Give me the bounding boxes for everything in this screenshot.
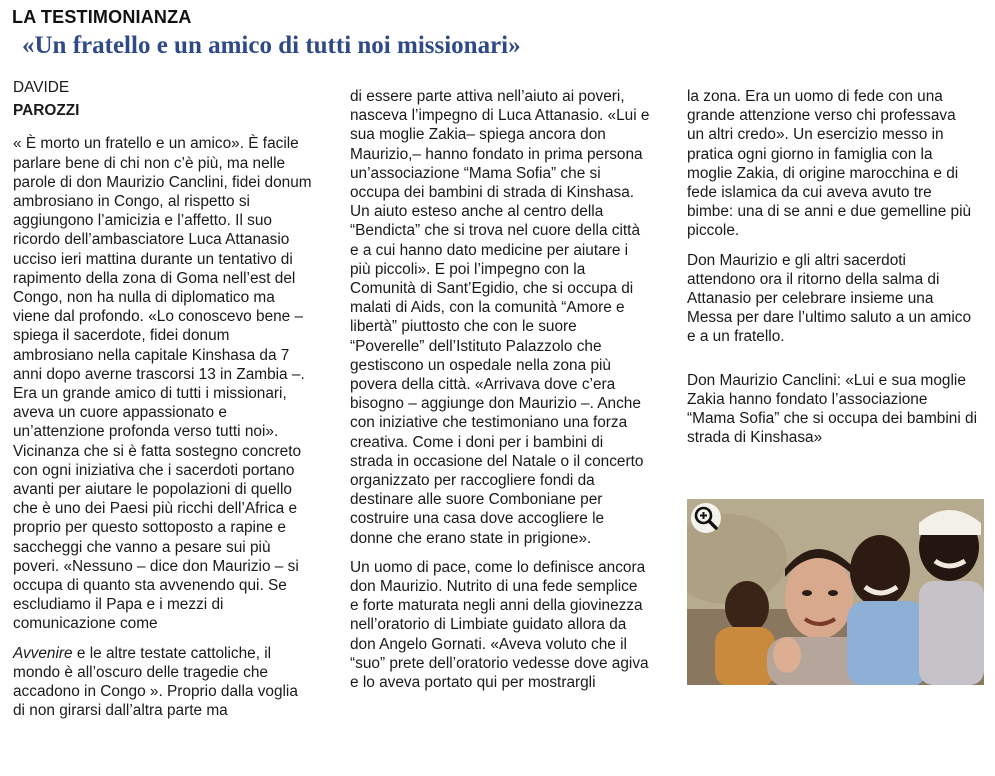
article-column-1 — [13, 78, 313, 731]
article-headline: «Un fratello e un amico di tutti noi missionari» — [22, 32, 521, 59]
author-last-name: PAROZZI — [13, 102, 80, 120]
col2-paragraph-1: di essere parte attiva nell’aiuto ai poveri, nasceva l’impegno di Luca Attanasio. «Lui e sua moglie Zakia– spiega ancora don Maurizio,– hanno fondato in prima persona un’associazione “Mama Sofia” che si occupa dei bambini di strada di Kinshasa. Un aiuto esteso anche al centro della “Bendicta” che si trova nel cuore della città e a cui hanno dato medicine per aiutare i più piccoli». E poi l’impegno con la Comunità di Sant’Egidio, che si occupa di malati di Aids, con la comunità “Amore e libertà” piuttosto che con le suore “Poverelle” dell’Istituto Palazzolo che gestiscono un ospedale nella zona più povera della città. «Arrivava dove c’era bisogno – aggiunge don Maurizio –. Anche con iniziative che testimoniano una forza creativa. Come i doni per i bambini di strada in occasione del Natale o il concerto organizzato per raccogliere fondi da destinare alle suore Comboniane per costruire una casa dove accogliere le donne che erano state in prigione». — [350, 88, 650, 547]
col3-paragraph-1: la zona. Era un uomo di fede con una grande attenzione verso chi professava un altri credo». Un esercizio messo in pratica ogni giorno in famiglia con la moglie Zakia, di origine marocchina e di fede islamica da cui aveva avuto tre bimbe: una di se anni e due gemelline più piccole. — [687, 88, 972, 240]
col1-paragraph-2 — [13, 644, 313, 721]
publication-name: Avvenire — [13, 644, 73, 662]
col1-paragraph-1: « È morto un fratello e un amico». È facile parlare bene di chi non c’è più, ma nelle parole di don Maurizio Canclini, fidei donum ambrosiano in Congo, al rispetto si aggiungono l’amicizia e l’affetto. Il suo ricordo dell’ambasciatore Luca Attanasio ucciso ieri mattina durante un tentativo di rapimento della zona di Goma nell’est del Congo, non ha nulla di diplomatico ma viene dal profondo. «Lo conoscevo bene – spiega il sacerdote, fidei donum ambrosiano nella capitale Kinshasa da 7 anni dopo averne trascorsi 13 in Zambia –. Era un grande amico di tutti i missionari, aveva un cuore appassionato e un’attenzione profonda verso tutti noi». Vicinanza che si è fatta sostegno concreto con ogni iniziativa che i sacerdoti portano avanti per aiutare le popolazioni di quello che è uno dei Paesi più ricchi dell’Africa e proprio per questo sottoposto a rapine e saccheggi che vanno a pesare sui più poveri. «Nessuno – dice don Maurizio – si occupa di quanto sta avvenendo qui. Se escludiamo il Papa e i mezzi di comunicazione come — [13, 135, 312, 633]
article-column-3 — [687, 87, 977, 457]
author-first-name: DAVIDE — [13, 79, 70, 96]
photo-caption: Don Maurizio Canclini: «Lui e sua moglie Zakia hanno fondato l’associazione “Mama Sofia” che si occupa dei bambini di strada di Kinshasa» — [687, 371, 977, 447]
col1-paragraph-2-text: e le altre testate cattoliche, il mondo è all’oscuro delle tragedie che accadono in Congo ». Proprio dalla voglia di non girarsi dall’altra parte ma — [13, 644, 298, 720]
zoom-in-icon[interactable] — [690, 502, 722, 534]
article-column-2 — [350, 87, 650, 702]
section-kicker: LA TESTIMONIANZA — [12, 7, 192, 27]
col3-paragraph-2: Don Maurizio e gli altri sacerdoti attendono ora il ritorno della salma di Attanasio per celebrare insieme una Messa per dare l’ultimo saluto a un amico e a un fratello. — [687, 251, 972, 346]
photo-illustration — [687, 499, 984, 685]
col2-paragraph-2: Un uomo di pace, come lo definisce ancora don Maurizio. Nutrito di una fede semplice e forte maturata negli anni della giovinezza nell’oratorio di Limbiate guidato allora da don Angelo Gornati. «Aveva voluto che il “suo” prete dell’oratorio vedesse dove agiva e lo aveva portato qui per mostrargli — [350, 558, 649, 692]
article-photo[interactable] — [687, 499, 984, 685]
